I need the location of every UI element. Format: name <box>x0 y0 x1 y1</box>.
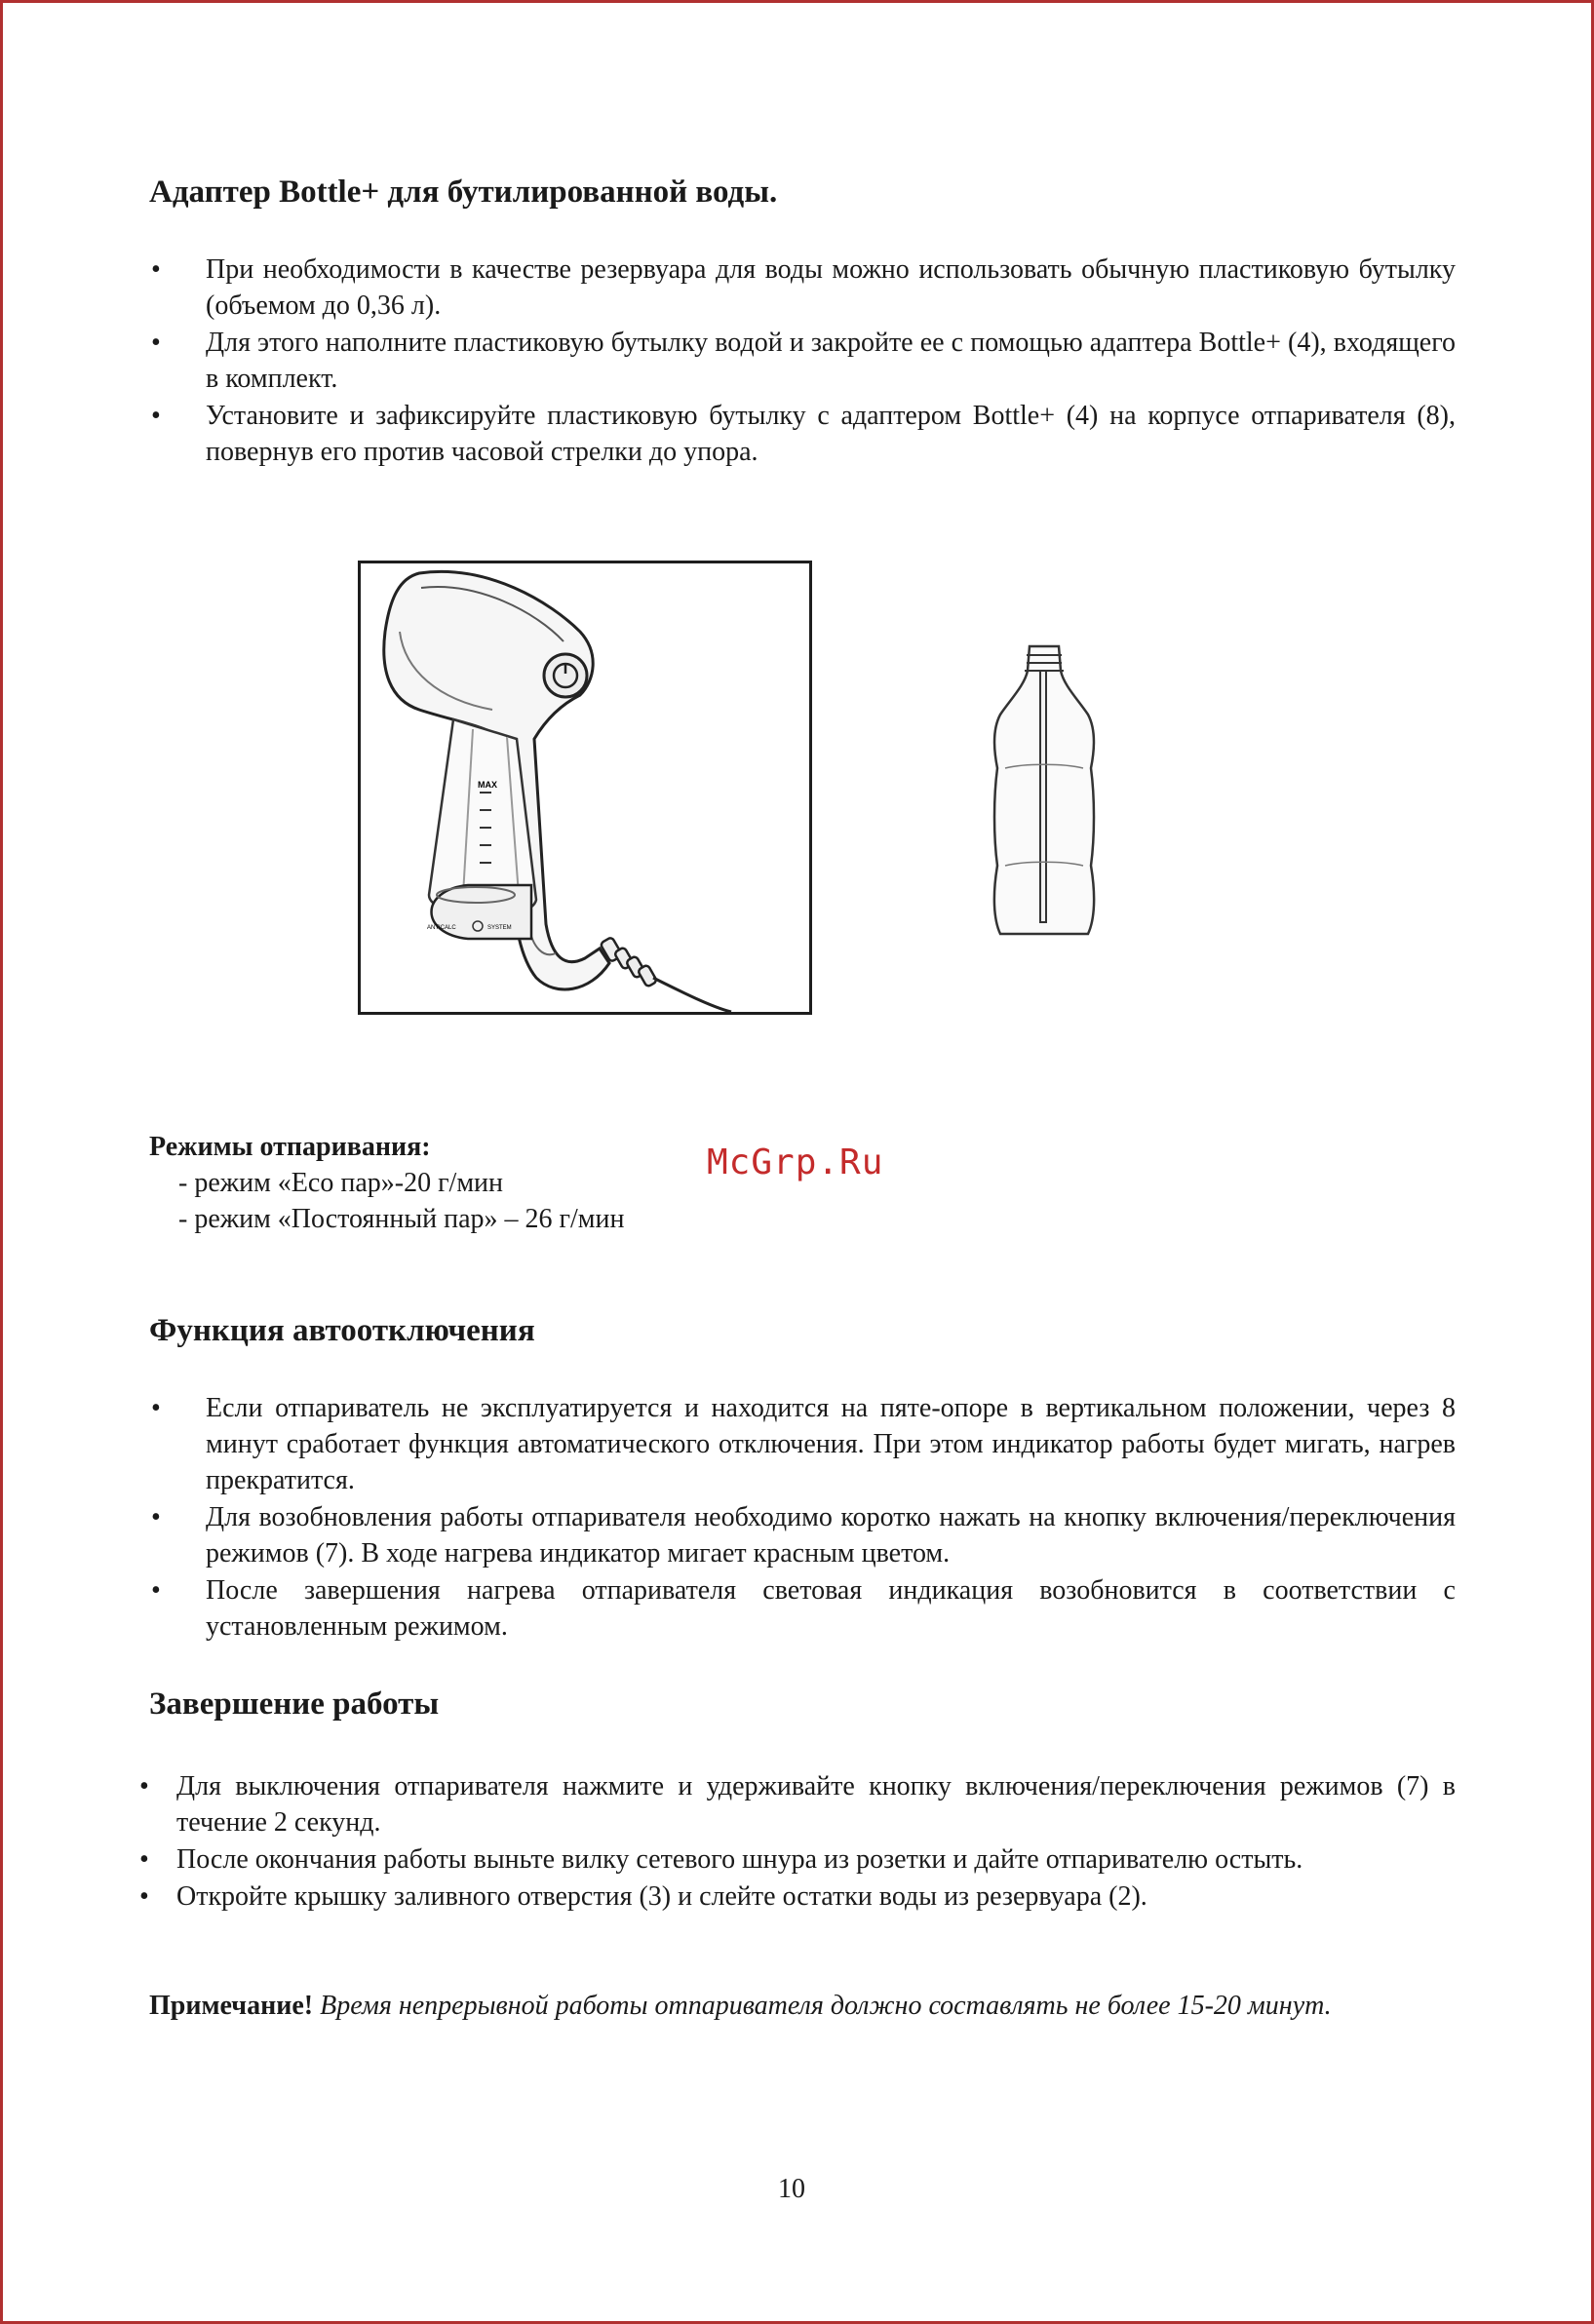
base-label-right: SYSTEM <box>487 925 512 931</box>
finish-list <box>137 1768 1456 1916</box>
list-item: • Для возобновления работы отпаривателя необходимо коротко нажать на кнопку включения/переключения режимов (7). В ходе нагрева индикатор мигает красным цветом. <box>149 1499 1456 1571</box>
list-item: • Откройте крышку заливного отверстия (3) и слейте остатки воды из резервуара (2). <box>137 1879 1456 1915</box>
bottle-illustration <box>986 641 1103 944</box>
auto-off-list <box>149 1390 1456 1646</box>
modes-title: Режимы отпаривания: <box>149 1132 431 1162</box>
steamer-drawing <box>361 563 809 1012</box>
max-mark: MAX <box>478 780 497 790</box>
list-item: • Установите и зафиксируйте пластиковую бутылку с адаптером Bottle+ (4) на корпусе отпаривателя (8), повернув его против часовой стрелки до упора. <box>149 398 1456 470</box>
section-title-finish: Завершение работы <box>149 1686 440 1722</box>
bottle-instructions-list <box>149 252 1456 471</box>
note-text: Время непрерывной работы отпаривателя должно составлять не более 15-20 минут. <box>320 1991 1332 2021</box>
bottle-drawing <box>986 641 1103 944</box>
steamer-illustration <box>358 561 812 1015</box>
note-paragraph <box>149 1988 1456 2024</box>
section-title-auto-off: Функция автоотключения <box>149 1313 535 1348</box>
list-item: • После окончания работы выньте вилку сетевого шнура из розетки и дайте отпаривателю остыть. <box>137 1841 1456 1878</box>
list-item: • Для выключения отпаривателя нажмите и удерживайте кнопку включения/переключения режимов (7) в течение 2 секунд. <box>137 1768 1456 1840</box>
note-label: Примечание! <box>149 1991 314 2021</box>
list-item: • Если отпариватель не эксплуатируется и находится на пяте-опоре в вертикальном положении, через 8 минут сработает функция автоматического отключения. При этом индикатор работы будет мигать, нагрев прекратится. <box>149 1390 1456 1498</box>
section-title-bottle: Адаптер Bottle+ для бутилированной воды. <box>149 174 778 210</box>
list-item: • При необходимости в качестве резервуара для воды можно использовать обычную пластиковую бутылку (объемом до 0,36 л). <box>149 252 1456 324</box>
watermark: McGrp.Ru <box>707 1143 884 1182</box>
page-number: 10 <box>778 2174 805 2204</box>
list-item: • Для этого наполните пластиковую бутылку водой и закройте ее с помощью адаптера Bottle+ (4), входящего в комплект. <box>149 325 1456 397</box>
mode-item: - режим «Eco пар»-20 г/мин <box>178 1168 504 1198</box>
mode-item: - режим «Постоянный пар» – 26 г/мин <box>178 1204 625 1234</box>
list-item: • После завершения нагрева отпаривателя световая индикация возобновится в соответствии с установленным режимом. <box>149 1572 1456 1645</box>
base-label-left: ANTICALC <box>427 925 456 931</box>
